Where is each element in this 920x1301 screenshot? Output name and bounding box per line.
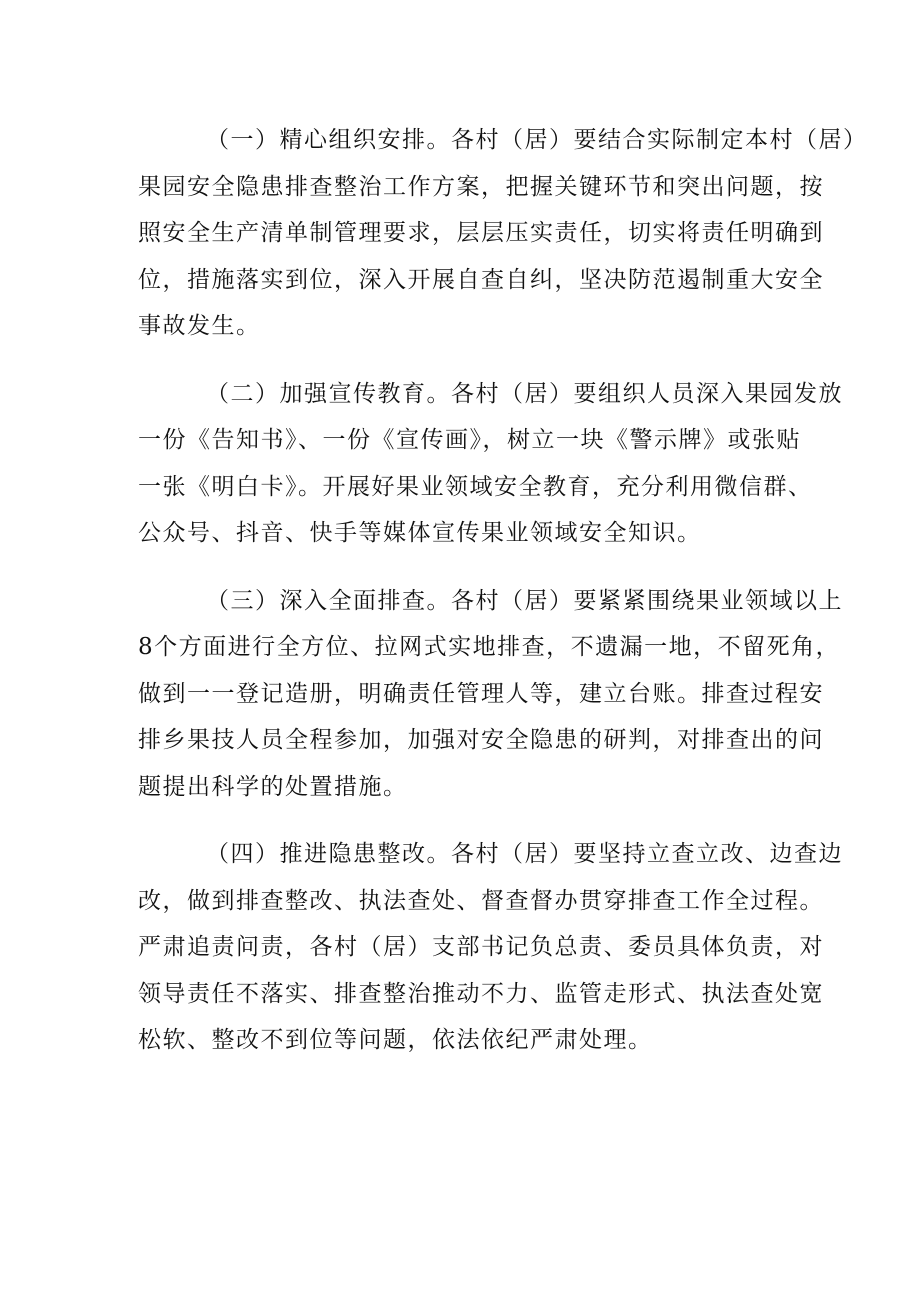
- document-body: [138, 117, 868, 1085]
- paragraph-line: 排乡果技人员全程参加，加强对安全隐患的研判，对排查出的问: [138, 727, 824, 753]
- paragraph-line: 做到一一登记造册，明确责任管理人等，建立台账。排查过程安: [138, 680, 824, 707]
- paragraph-line: （三）深入全面排查。各村（居）要紧紧围绕果业领域以上: [206, 587, 843, 614]
- paragraph-publicity: [138, 371, 843, 557]
- paragraph-line: 松软、整改不到位等问题，依法依纪严肃处理。: [138, 1027, 653, 1053]
- paragraph-line: 8个方面进行全方位、拉网式实地排查，不遗漏一地，不留死角，: [138, 634, 841, 660]
- paragraph-line: 果园安全隐患排查整治工作方案，把握关键环节和突出问题，按: [138, 173, 824, 200]
- paragraph-line: （四）推进隐患整改。各村（居）要坚持立查立改、边查边: [206, 841, 843, 867]
- paragraph-line: 位，措施落实到位，深入开展自查自纠，坚决防范遏制重大安全: [138, 266, 824, 293]
- paragraph-line: （二）加强宣传教育。各村（居）要组织人员深入果园发放: [206, 380, 843, 407]
- paragraph-line: 事故发生。: [138, 313, 261, 339]
- paragraph-inspection: [138, 578, 843, 811]
- paragraph-rectification: [138, 831, 843, 1064]
- paragraph-line: 题提出科学的处置措施。: [138, 773, 408, 800]
- paragraph-line: 一份《告知书》、一份《宣传画》，树立一块《警示牌》或张贴: [138, 427, 801, 453]
- paragraph-line: 领导责任不落实、排查整治推动不力、监管走形式、执法查处宽: [138, 980, 824, 1007]
- paragraph-line: 照安全生产清单制管理要求，层层压实责任，切实将责任明确到: [138, 220, 824, 246]
- paragraph-organize: [138, 117, 868, 350]
- paragraph-line: （一）精心组织安排。各村（居）要结合实际制定本村（居）: [206, 127, 868, 153]
- paragraph-line: 严肃追责问责，各村（居）支部书记负总责、委员具体负责，对: [138, 934, 824, 960]
- paragraph-line: 一张《明白卡》。开展好果业领域安全教育，充分利用微信群、: [138, 473, 813, 500]
- paragraph-line: 公众号、抖音、快手等媒体宣传果业领域安全知识。: [138, 520, 702, 546]
- paragraph-line: 改，做到排查整改、执法查处、督查督办贯穿排查工作全过程。: [138, 887, 824, 914]
